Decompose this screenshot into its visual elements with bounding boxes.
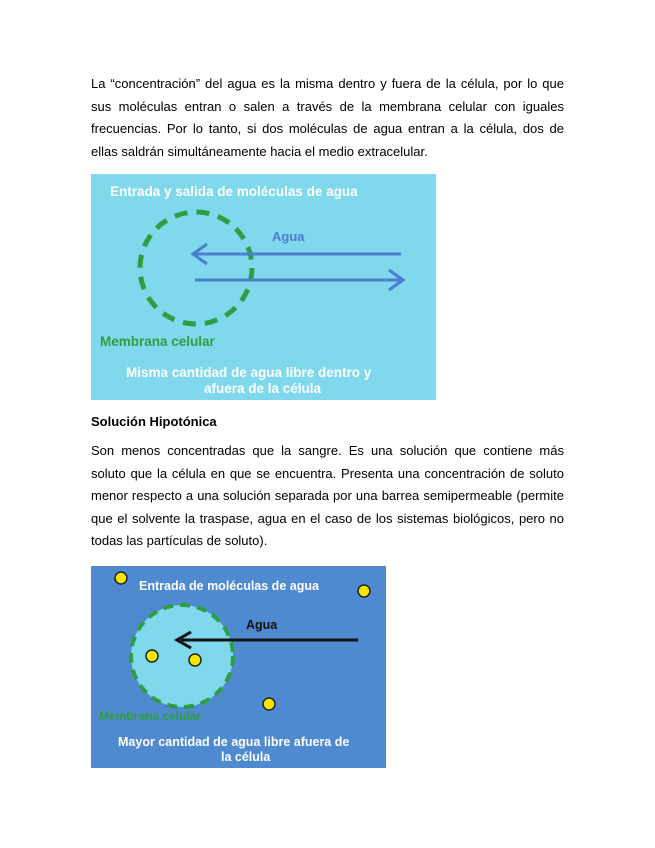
paragraph-intro: La “concentración” del agua es la misma dentro y fuera de la célula, por lo que sus moléculas entran o salen a través de la membrana celular con iguales frecuencias. Por lo tanto, si dos moléculas de agua entran a la célula, dos de ellas saldrán simultáneamente hacia el medio extracelular.: [91, 76, 564, 159]
figure-title: Entrada y salida de moléculas de agua: [110, 184, 358, 199]
arrow-label-agua: Agua: [246, 618, 278, 632]
caption-line-1: Misma cantidad de agua libre dentro y: [126, 365, 372, 380]
caption-line-1: Mayor cantidad de agua libre afuera de: [118, 735, 350, 749]
solute-particle: [189, 654, 201, 666]
paragraph-hipotonica: Son menos concentradas que la sangre. Es una solución que contiene más soluto que la célula en que se encuentra. Presenta una concentración de soluto menor respecto a una solución separada por una barrea semipermeable (permite que el solvente la traspase, agua en el caso de los sistemas biológicos, pero no todas las partículas de soluto).: [91, 443, 564, 548]
solute-particle: [146, 650, 158, 662]
solute-particle: [263, 698, 275, 710]
figure-hypotonic-diagram: [91, 566, 386, 768]
caption-line-2: la célula: [221, 750, 271, 764]
figure-title: Entrada de moléculas de agua: [139, 579, 319, 593]
membrane-label: Membrana celular: [99, 709, 202, 723]
solute-particle: [115, 572, 127, 584]
arrow-label-agua: Agua: [272, 229, 305, 244]
figure-isotonic-diagram: [91, 174, 436, 400]
caption-line-2: afuera de la célula: [204, 381, 322, 396]
section-heading-hipotonica: Solución Hipotónica: [91, 414, 217, 429]
solute-particle: [358, 585, 370, 597]
membrane-label: Membrana celular: [100, 334, 215, 349]
